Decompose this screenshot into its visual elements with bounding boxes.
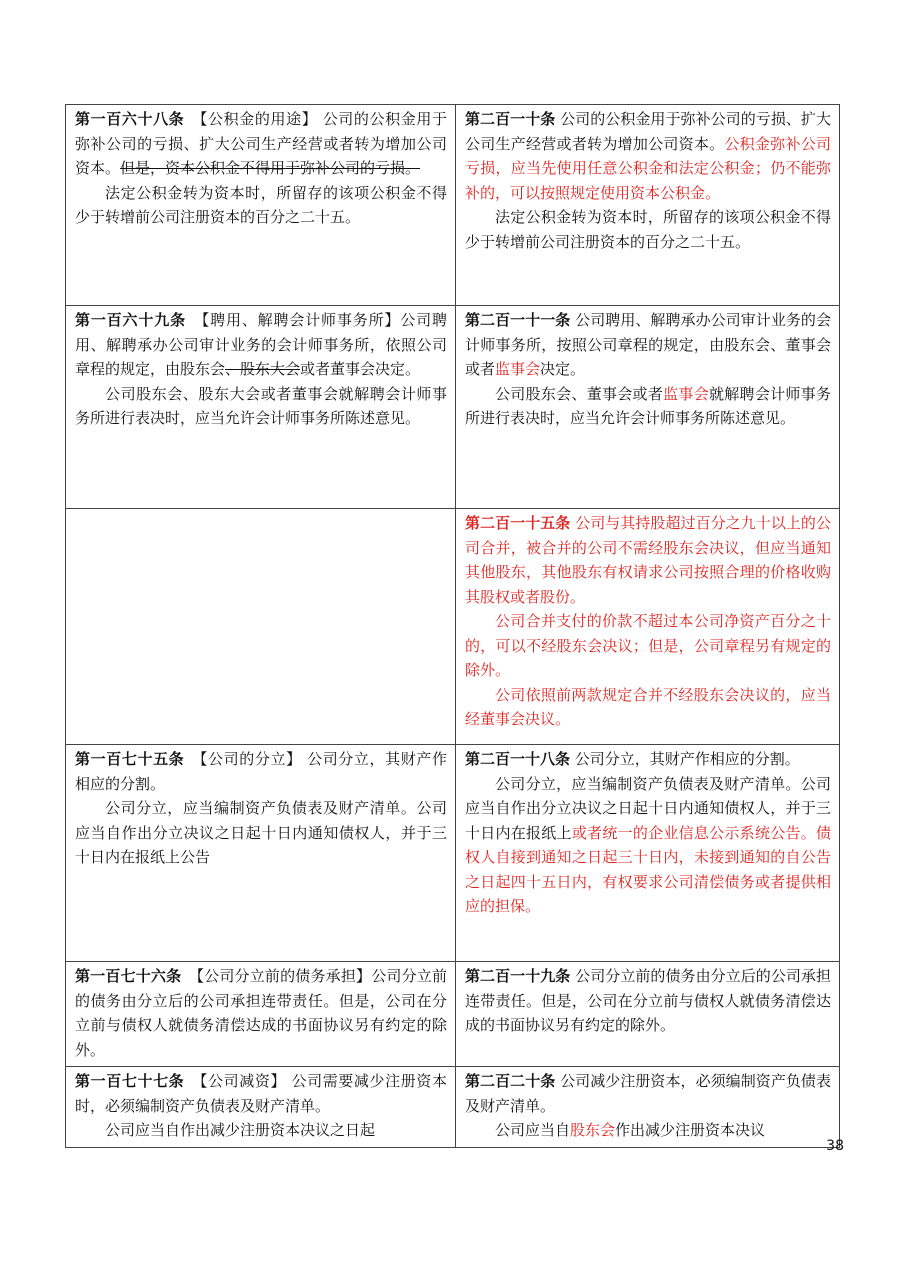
article-number: 第一百七十五条 (75, 750, 185, 768)
article-number: 第二百一十条 (465, 110, 556, 128)
article-paragraph (465, 382, 831, 431)
article-paragraph (465, 772, 831, 919)
new-article-211-cell (456, 306, 840, 509)
old-article-177-cell (66, 1067, 456, 1148)
article-text: 就解聘会计师事务所进行表决时，应当允许会计师事务所陈述意见。 (465, 384, 831, 427)
article-text: 公司分立前的债务由分立后的公司承担连带责任。但是，公司在分立前与债权人就债务清偿达成的书面协议另有约定的除外。 (465, 967, 831, 1034)
deleted-text: 但是，资本公积金不得用于弥补公司的亏损。 (120, 159, 421, 177)
new-article-218-cell (456, 745, 840, 962)
new-article-220-cell (456, 1067, 840, 1148)
comparison-table (65, 104, 840, 1148)
article-paragraph (75, 747, 447, 796)
article-paragraph (75, 308, 447, 382)
article-paragraph (75, 1069, 447, 1118)
article-text: 公司聘用、解聘承办公司审计业务的会计师事务所，按照公司章程的规定，由股东会、董事会或者 (465, 311, 831, 378)
article-paragraph (75, 107, 447, 181)
article-number: 第二百一十一条 (465, 311, 571, 329)
empty-old-cell (66, 509, 456, 745)
article-text: 【公司减资】 公司需要减少注册资本时，必须编制资产负债表及财产清单。 (75, 1072, 447, 1115)
new-article-219-cell (456, 962, 840, 1067)
article-number: 第一百六十八条 (75, 110, 185, 128)
article-text: 公司分立，其财产作相应的分割。 (570, 750, 800, 768)
table-row (66, 105, 840, 306)
table-row (66, 1067, 840, 1148)
article-paragraph (465, 1118, 831, 1143)
article-paragraph (75, 964, 447, 1062)
old-article-176-cell (66, 962, 456, 1067)
article-paragraph (465, 964, 831, 1038)
article-paragraph: 公司应当自作出减少注册资本决议之日起 (105, 1121, 376, 1139)
article-text: 【聘用、解聘会计师事务所】公司聘用、解聘承办公司审计业务的会计师事务所，依照公司章程的规定，由股东会 (75, 311, 447, 378)
added-text: 或者统一的企业信息公示系统公告。债权人自接到通知之日起三十日内，未接到通知的自公告之日起四十五日内，有权要求公司清偿债务或者提供相应的担保。 (465, 823, 831, 915)
new-article-215-cell (456, 509, 840, 745)
added-paragraph: 公司合并支付的价款不超过本公司净资产百分之十的，可以不经股东会决议；但是，公司章程另有规定的除外。 (465, 612, 831, 679)
article-paragraph (465, 308, 831, 382)
article-paragraph: 公司股东会、股东大会或者董事会就解聘会计师事务所进行表决时，应当允许会计师事务所陈述意见。 (75, 384, 447, 427)
article-number: 第二百一十九条 (465, 967, 571, 985)
article-text: 【公司的分立】 公司分立，其财产作相应的分割。 (75, 750, 447, 793)
article-text: 作出减少注册资本决议 (615, 1121, 766, 1139)
article-text: 公司减少注册资本，必须编制资产负债表及财产清单。 (465, 1072, 831, 1115)
deleted-text: 、股东大会 (225, 360, 301, 378)
article-text: 公司分立，应当编制资产负债表及财产清单。公司应当自作出分立决议之日起十日内通知债权人，并于三十日内在报纸上 (465, 774, 831, 842)
added-text: 股东会 (570, 1121, 616, 1139)
new-article-210-cell (456, 105, 840, 306)
table-row (66, 306, 840, 509)
article-paragraph (465, 1069, 831, 1118)
article-paragraph (465, 747, 831, 772)
article-number: 第一百七十七条 (75, 1072, 185, 1090)
old-article-175-cell (66, 745, 456, 962)
table-row (66, 962, 840, 1067)
article-number: 第一百七十六条 (75, 967, 182, 985)
article-number: 第一百六十九条 (75, 311, 186, 329)
article-text: 公司股东会、董事会或者 (495, 384, 664, 403)
article-text: 公司的公积金用于弥补公司的亏损、扩大公司生产经营或者转为增加公司资本。 (465, 110, 831, 153)
article-text: 【公积金的用途】 公司的公积金用于弥补公司的亏损、扩大公司生产经营或者转为增加公司资本。 (75, 110, 447, 177)
added-text: 公司与其持股超过百分之九十以上的公司合并，被合并的公司不需经股东会决议，但应当通知其他股东，其他股东有权请求公司按照合理的价格收购其股权或者股份。 (465, 514, 831, 606)
article-paragraph: 公司分立，应当编制资产负债表及财产清单。公司应当自作出分立决议之日起十日内通知债权人，并于三十日内在报纸上公告 (75, 799, 447, 866)
article-number: 第二百一十八条 (465, 750, 571, 768)
added-text: 公积金弥补公司亏损，应当先使用任意公积金和法定公积金；仍不能弥补的，可以按照规定使用资本公积金。 (465, 134, 831, 202)
article-paragraph (465, 107, 831, 205)
added-text: 监事会 (495, 360, 541, 378)
page-number: 38 (826, 1138, 844, 1154)
table-row (66, 509, 840, 745)
article-text: 或者董事会决定。 (300, 360, 421, 378)
added-paragraph: 公司依照前两款规定合并不经股东会决议的，应当经董事会决议。 (465, 685, 831, 728)
article-paragraph (465, 511, 831, 609)
table-row (66, 745, 840, 962)
article-paragraph: 法定公积金转为资本时，所留存的该项公积金不得少于转增前公司注册资本的百分之二十五。 (465, 208, 831, 251)
article-number: 第二百二十条 (465, 1072, 556, 1090)
article-text: 公司应当自 (495, 1121, 571, 1139)
article-paragraph: 法定公积金转为资本时，所留存的该项公积金不得少于转增前公司注册资本的百分之二十五。 (75, 183, 447, 226)
article-text: 决定。 (540, 360, 586, 378)
added-text: 监事会 (663, 384, 709, 403)
old-article-169-cell (66, 306, 456, 509)
old-article-168-cell (66, 105, 456, 306)
article-number: 第二百一十五条 (465, 514, 571, 532)
article-text: 【公司分立前的债务承担】公司分立前的债务由分立后的公司承担连带责任。但是，公司在分立前与债权人就债务清偿达成的书面协议另有约定的除外。 (75, 967, 447, 1059)
